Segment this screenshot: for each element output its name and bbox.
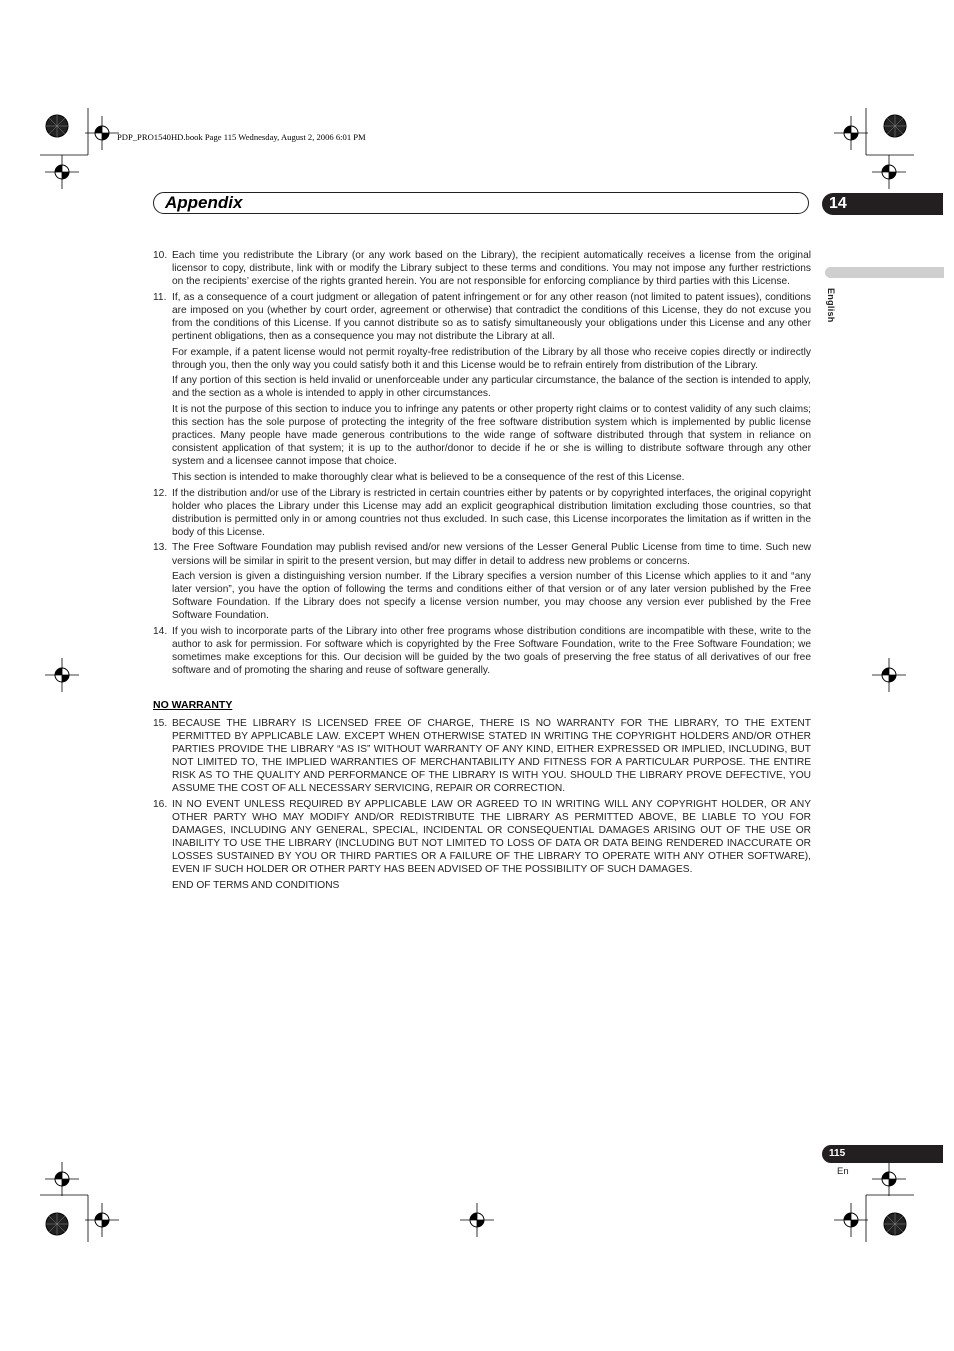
item-paragraph: It is not the purpose of this section to induce you to infringe any patents or other property right claims or to contest validity of any such claims; this section has the sole purpose of protecting the integrity of the free software distribution system which is implemented by public license practices. Many people have made generous contributions to the wide range of software distributed through that system in reliance on consistent application of that system; it is up to the author/donor to decide if he or she is willing to distribute software through any other system and a licensee cannot impose that choice. (172, 404, 811, 468)
item-text: If the distribution and/or use of the Library is restricted in certain countries either by patents or by copyrighted interfaces, the original copyright holder who places the Library under this License may add an explicit geographical distribution limitation excluding those countries, so that distribution is permitted only in or among countries not thus excluded. In such case, this License incorporates the limitation as if written in the body of this License. (172, 487, 811, 538)
item-number: 10. (153, 250, 168, 261)
list-item (153, 798, 811, 877)
page-language-code: En (837, 1166, 849, 1177)
license-items (153, 249, 811, 677)
item-text: BECAUSE THE LIBRARY IS LICENSED FREE OF CHARGE, THERE IS NO WARRANTY FOR THE LIBRARY, TO THE EXTENT PERMITTED BY APPLICABLE LAW. EXCEPT WHEN OTHERWISE STATED IN WRITING THE COPYRIGHT HOLDERS AND/OR OTHER PARTIES PROVIDE THE LIBRARY “AS IS” WITHOUT WARRANTY OF ANY KIND, EITHER EXPRESSED OR IMPLIED, INCLUDING, BUT NOT LIMITED TO, THE IMPLIED WARRANTIES OF MERCHANTABILITY AND FITNESS FOR A PARTICULAR PURPOSE. THE ENTIRE RISK AS TO THE QUALITY AND PERFORMANCE OF THE LIBRARY IS WITH YOU. SHOULD THE LIBRARY PROVE DEFECTIVE, YOU ASSUME THE COST OF ALL NECESSARY SERVICING, REPAIR OR CORRECTION. (172, 717, 811, 794)
item-number: 11. (153, 291, 167, 303)
list-item (153, 487, 811, 539)
chapter-header-bar (153, 192, 809, 214)
item-paragraph: If any portion of this section is held invalid or unenforceable under any particular circumstance, the balance of the section is intended to apply, and the section as a whole is intended to apply in other circumstances. (172, 375, 811, 400)
item-paragraph: For example, if a patent license would not permit royalty-free redistribution of the Library by all those who receive copies directly or indirectly through you, then the only way you could satisfy both it and this License would be to refrain entirely from distribution of the Library. (172, 346, 811, 371)
item-number: 14. (153, 626, 168, 638)
item-text: Each time you redistribute the Library (or any work based on the Library), the recipient automatically receives a license from the original licensor to copy, distribute, link with or modify the Library subject to these terms and conditions. You may not impose any further restrictions on the recipients’ exercise of the rights granted herein. You are not responsible for enforcing compliance by third parties with this License. (172, 250, 811, 288)
license-text (153, 249, 811, 894)
item-paragraph: This section is intended to make thoroughly clear what is believed to be a consequence of the rest of this License. (172, 472, 685, 483)
list-item (153, 541, 811, 567)
language-label: English (826, 288, 836, 323)
list-item (153, 625, 811, 677)
page-number: 115 (829, 1148, 846, 1159)
chapter-title: Appendix (165, 193, 243, 212)
item-text: If you wish to incorporate parts of the Library into other free programs whose distribution conditions are incompatible with these, write to the author to ask for permission. For software which is copyrighted by the Free Software Foundation, write to the Free Software Foundation; we sometimes make exceptions for this. Our decision will be guided by the two goals of preserving the free status of all derivatives of our free software and of promoting the sharing and reuse of software generally. (172, 626, 811, 677)
item-number: 13. (153, 542, 168, 554)
item-paragraph: END OF TERMS AND CONDITIONS (172, 879, 340, 891)
item-number: 15. (153, 717, 168, 729)
chapter-number: 14 (829, 195, 847, 212)
list-item (153, 291, 811, 343)
warranty-items (153, 717, 811, 892)
language-tab (825, 267, 944, 278)
file-info-line: PDP_PRO1540HD.book Page 115 Wednesday, August 2, 2006 6:01 PM (117, 132, 366, 142)
section-heading-no-warranty: NO WARRANTY (153, 699, 233, 712)
item-paragraph: Each version is given a distinguishing version number. If the Library specifies a version number of this License which applies to it and “any later version”, you have the option of following the terms and conditions either of that version or of any later version published by the Free Software Foundation. If the Library does not specify a license version number, you may choose any version ever published by the Free Software Foundation. (172, 571, 811, 622)
item-text: If, as a consequence of a court judgment or allegation of patent infringement or for any other reason (not limited to patent issues), conditions are imposed on you (whether by court order, agreement or otherwise) that contradict the conditions of this License, they do not excuse you from the conditions of this License. If you cannot distribute so as to satisfy simultaneously your obligations under this License and any other pertinent obligations, then as a consequence you may not distribute the Library at all. (172, 291, 811, 343)
item-text: The Free Software Foundation may publish revised and/or new versions of the Lesser General Public License from time to time. Such new versions will be similar in spirit to the present version, but may differ in detail to address new problems or concerns. (172, 542, 811, 567)
list-item (153, 717, 811, 796)
list-item (153, 249, 811, 288)
item-number: 16. (153, 798, 168, 810)
item-number: 12. (153, 487, 168, 499)
item-text: IN NO EVENT UNLESS REQUIRED BY APPLICABLE LAW OR AGREED TO IN WRITING WILL ANY COPYRIGHT HOLDER, OR ANY OTHER PARTY WHO MAY MODIFY AND/OR REDISTRIBUTE THE LIBRARY AS PERMITTED ABOVE, BE LIABLE TO YOU FOR DAMAGES, INCLUDING ANY GENERAL, SPECIAL, INCIDENTAL OR CONSEQUENTIAL DAMAGES ARISING OUT OF THE USE OR INABILITY TO USE THE LIBRARY (INCLUDING BUT NOT LIMITED TO LOSS OF DATA OR DATA BEING RENDERED INACCURATE OR LOSSES SUSTAINED BY YOU OR THIRD PARTIES OR A FAILURE OF THE LIBRARY TO OPERATE WITH ANY OTHER SOFTWARE), EVEN IF SUCH HOLDER OR OTHER PARTY HAS BEEN ADVISED OF THE POSSIBILITY OF SUCH DAMAGES. (172, 798, 811, 876)
